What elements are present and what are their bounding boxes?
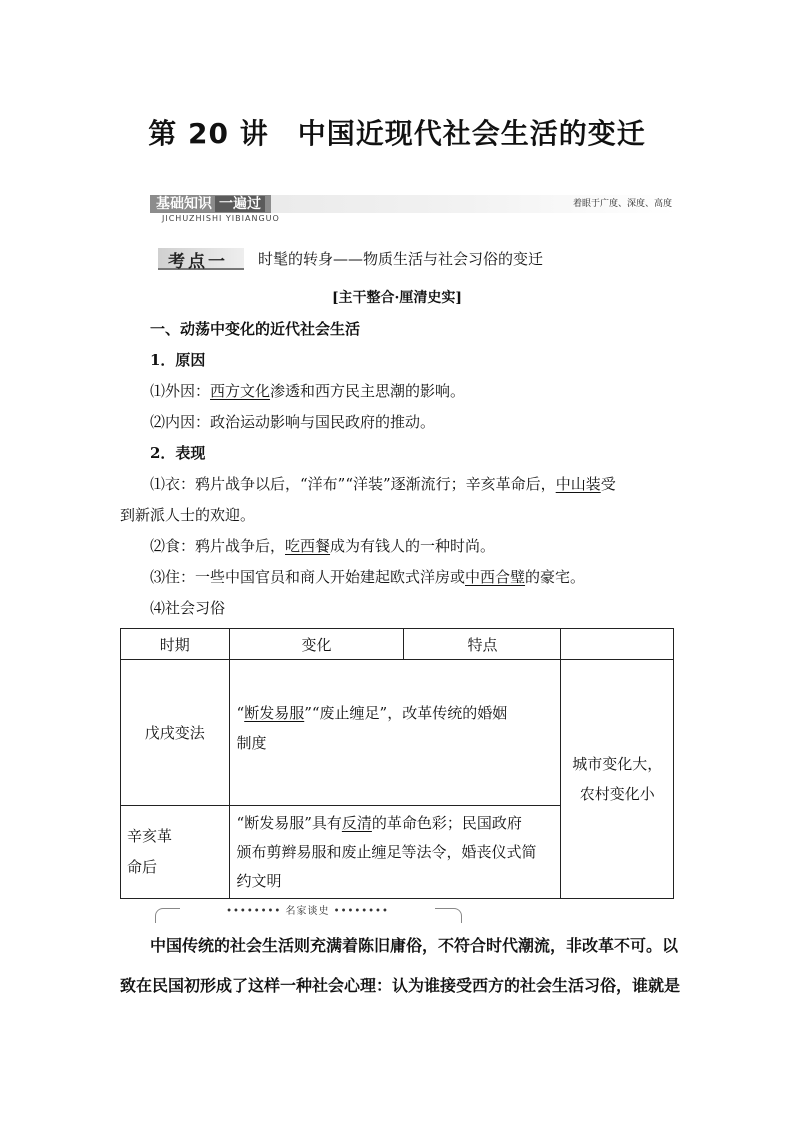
housing-u: 中西合璧 [465, 568, 526, 586]
row1-open-quote: “ [236, 703, 245, 722]
row2-change-pre: “断发易服”具有 [236, 813, 342, 832]
banner-tag-text: 基础知识 [156, 196, 212, 212]
clothing-line2: 到新派人士的欢迎。 [120, 506, 256, 524]
customs-heading: ⑷社会习俗 [150, 599, 226, 617]
food-pre: ⑵食：鸦片战争后， [150, 537, 286, 555]
row1-change-line1 [237, 698, 553, 728]
table-header-row [121, 629, 674, 660]
housing-line [150, 566, 585, 588]
header-empty [561, 629, 674, 660]
reason-external-pre: ⑴外因： [150, 382, 211, 400]
feature-line1: 城市变化大， [572, 755, 663, 773]
row1-change-b: ”“废止缠足”，改革传统的婚姻 [304, 703, 508, 722]
reason-external [150, 380, 465, 402]
clothing-post: 受 [600, 475, 616, 493]
banner-right-text: 着眼于广度、深度、高度 [572, 199, 672, 209]
header-feature: 特点 [404, 629, 561, 660]
row2-change-l1 [237, 809, 553, 838]
row2-change [229, 806, 561, 899]
row2-period [121, 806, 230, 899]
clothing-pre: ⑴衣：鸦片战争以后，“洋布”“洋装”逐渐流行；辛亥革命后， [150, 475, 556, 493]
feature-cell [561, 660, 674, 899]
row1-change-u: 断发易服 [244, 703, 305, 722]
clothing-line1 [150, 473, 616, 495]
row1-period: 戊戌变法 [121, 660, 230, 806]
heading-1-2: 2．表现 [150, 444, 206, 462]
heading-1-1: 1．原因 [150, 351, 206, 369]
feature-line2: 农村变化小 [579, 785, 655, 803]
reason-external-u: 西方文化 [210, 382, 271, 400]
banner-tag [150, 195, 271, 213]
row2-change-u: 反清 [341, 813, 372, 832]
row2-change-post: 的革命色彩；民国政府 [371, 813, 522, 832]
table-row [121, 660, 674, 806]
header-period: 时期 [121, 629, 230, 660]
food-post: 成为有钱人的一种时尚。 [330, 537, 496, 555]
customs-table [120, 628, 674, 899]
housing-pre: ⑶住：一些中国官员和商人开始建起欧式洋房或 [150, 568, 466, 586]
housing-post: 的豪宅。 [525, 568, 586, 586]
header-change: 变化 [229, 629, 404, 660]
banner-pinyin: JICHUZHISHI YIBIANGUO [162, 214, 280, 223]
row1-change-line2: 制度 [236, 733, 267, 752]
reason-external-post: 渗透和西方民主思潮的影响。 [270, 382, 466, 400]
row1-change [229, 660, 561, 806]
row2-period-l2: 命后 [127, 858, 158, 876]
food-u: 吃西餐 [285, 537, 331, 555]
clothing-u: 中山装 [555, 475, 601, 493]
row2-change-l3: 约文明 [236, 871, 282, 890]
quote-paragraph-line2: 致在民国初形成了这样一种社会心理：认为谁接受西方的社会生活习俗，谁就是 [120, 976, 681, 995]
banner-tag-accent: 一遍过 [215, 196, 265, 212]
food-line [150, 535, 495, 557]
quote-label: •••••••• 名家谈史 •••••••• [180, 902, 435, 917]
quote-paragraph-line1: 中国传统的社会生活则充满着陈旧庸俗，不符合时代潮流，非改革不可。以 [150, 936, 679, 955]
kaodian-label: 考点一 [168, 252, 228, 272]
row2-period-l1: 辛亥革 [127, 827, 173, 845]
section-banner [150, 195, 676, 213]
page-title: 第 20 讲 中国近现代社会生活的变迁 [148, 117, 646, 150]
heading-1: 一、动荡中变化的近代社会生活 [150, 320, 361, 338]
reason-internal: ⑵内因：政治运动影响与国民政府的推动。 [150, 413, 436, 431]
row2-change-l2: 颁布剪辫易服和废止缠足等法令，婚丧仪式简 [236, 842, 537, 861]
kaodian-title: 时髦的转身——物质生活与社会习俗的变迁 [258, 250, 544, 268]
section-subtitle: [主干整合·厘清史实] [331, 290, 463, 306]
